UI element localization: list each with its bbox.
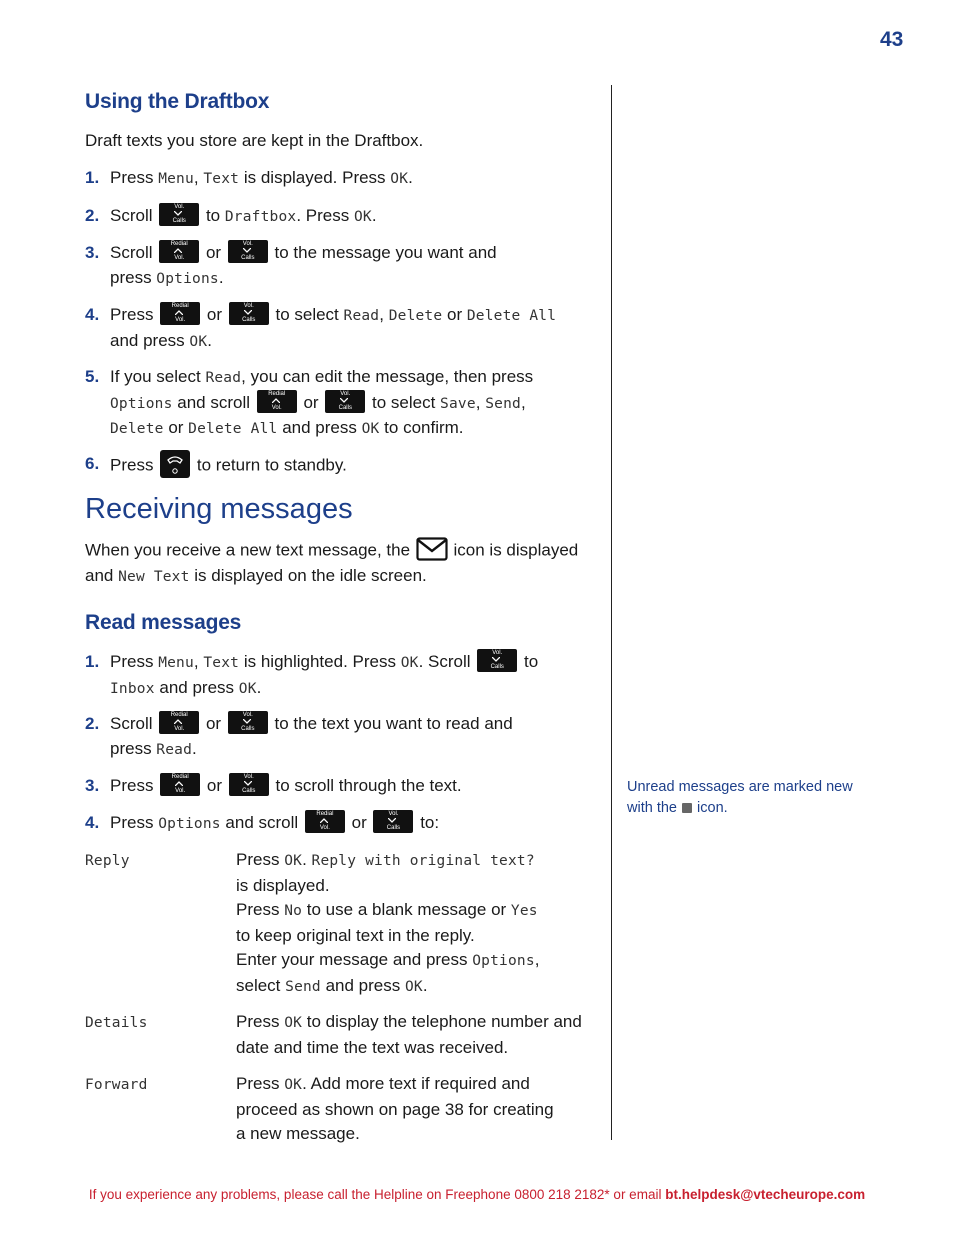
option-forward-text: Press OK. Add more text if required and proceed as shown on page 38 for creating a new message. [236, 1074, 554, 1143]
option-reply-label: Reply [85, 853, 130, 869]
side-note: Unread messages are marked new with the icon. [627, 779, 853, 816]
read-step-3: 3. Press Redial Vol. or Vol. Calls to scroll through the text. [85, 774, 462, 795]
page-number: 43 [880, 28, 904, 51]
draftbox-intro: Draft texts you store are kept in the Draftbox. [85, 131, 424, 150]
read-step-2: 2. Scroll Redial Vol. or Vol. Calls to the text you want to read and press Read. [85, 712, 513, 758]
end-call-key-icon [160, 450, 190, 478]
new-message-icon [682, 803, 692, 813]
down-key-icon: Vol. Calls [228, 240, 268, 263]
draftbox-step-6: 6. Press to return to standby. [85, 452, 605, 480]
draftbox-step-3: 3. Scroll Redial Vol. or Vol. Calls to the message you want and press Options. [85, 241, 497, 287]
draftbox-heading: Using the Draftbox [85, 90, 270, 113]
helpline-footer: If you experience any problems, please call the Helpline on Freephone 0800 218 2182* or email bt.helpdesk@vtecheurope.com [88, 1187, 866, 1202]
read-heading: Read messages [85, 611, 242, 634]
down-key-icon: Vol. Calls [229, 302, 269, 325]
up-key-icon: Redial Vol. [159, 711, 199, 734]
draftbox-step-2: 2. Scroll Vol. Calls to Draftbox. Press OK. [85, 204, 377, 225]
option-details-label: Details [85, 1015, 148, 1031]
up-key-icon: Redial Vol. [257, 390, 297, 413]
up-key-icon: Redial Vol. [160, 302, 200, 325]
read-step-4: 4. Press Options and scroll Redial Vol. or Vol. Calls to: [85, 811, 440, 832]
envelope-icon [416, 536, 448, 562]
up-key-icon: Redial Vol. [160, 773, 200, 796]
down-key-icon: Vol. Calls [229, 773, 269, 796]
down-key-icon: Vol. Calls [477, 649, 517, 672]
column-divider [611, 85, 612, 1140]
down-key-icon: Vol. Calls [228, 711, 268, 734]
read-step-1: 1. Press Menu, Text is highlighted. Press OK. Scroll Vol. Calls to Inbox and press OK. [85, 650, 539, 697]
up-key-icon: Redial Vol. [305, 810, 345, 833]
helpdesk-email: bt.helpdesk@vtecheurope.com [665, 1187, 866, 1202]
option-reply-text: Press OK. Reply with original text? is displayed. Press No to use a blank message or Yes to keep original text in the reply. Enter your message and press Options, select Send and press OK. [236, 850, 540, 995]
down-key-icon: Vol. Calls [159, 203, 199, 226]
receiving-text: When you receive a new text message, the icon is displayed and New Text is displayed on the idle screen. [85, 538, 605, 590]
down-key-icon: Vol. Calls [373, 810, 413, 833]
draftbox-step-4: 4. Press Redial Vol. or Vol. Calls to select Read, Delete or Delete All and press OK. [85, 303, 557, 350]
receiving-heading: Receiving messages [85, 493, 353, 525]
option-details-text: Press OK to display the telephone number and date and time the text was received. [236, 1012, 582, 1057]
up-key-icon: Redial Vol. [159, 240, 199, 263]
draftbox-step-5: 5. If you select Read, you can edit the message, then press Options and scroll Redial Vol. or Vol. Calls to select Save, Send, Delete or Delete All and press OK to confirm. [85, 367, 534, 437]
draftbox-step-1: 1. Press Menu, Text is displayed. Press OK. [85, 168, 413, 187]
option-forward-label: Forward [85, 1077, 148, 1093]
down-key-icon: Vol. Calls [325, 390, 365, 413]
